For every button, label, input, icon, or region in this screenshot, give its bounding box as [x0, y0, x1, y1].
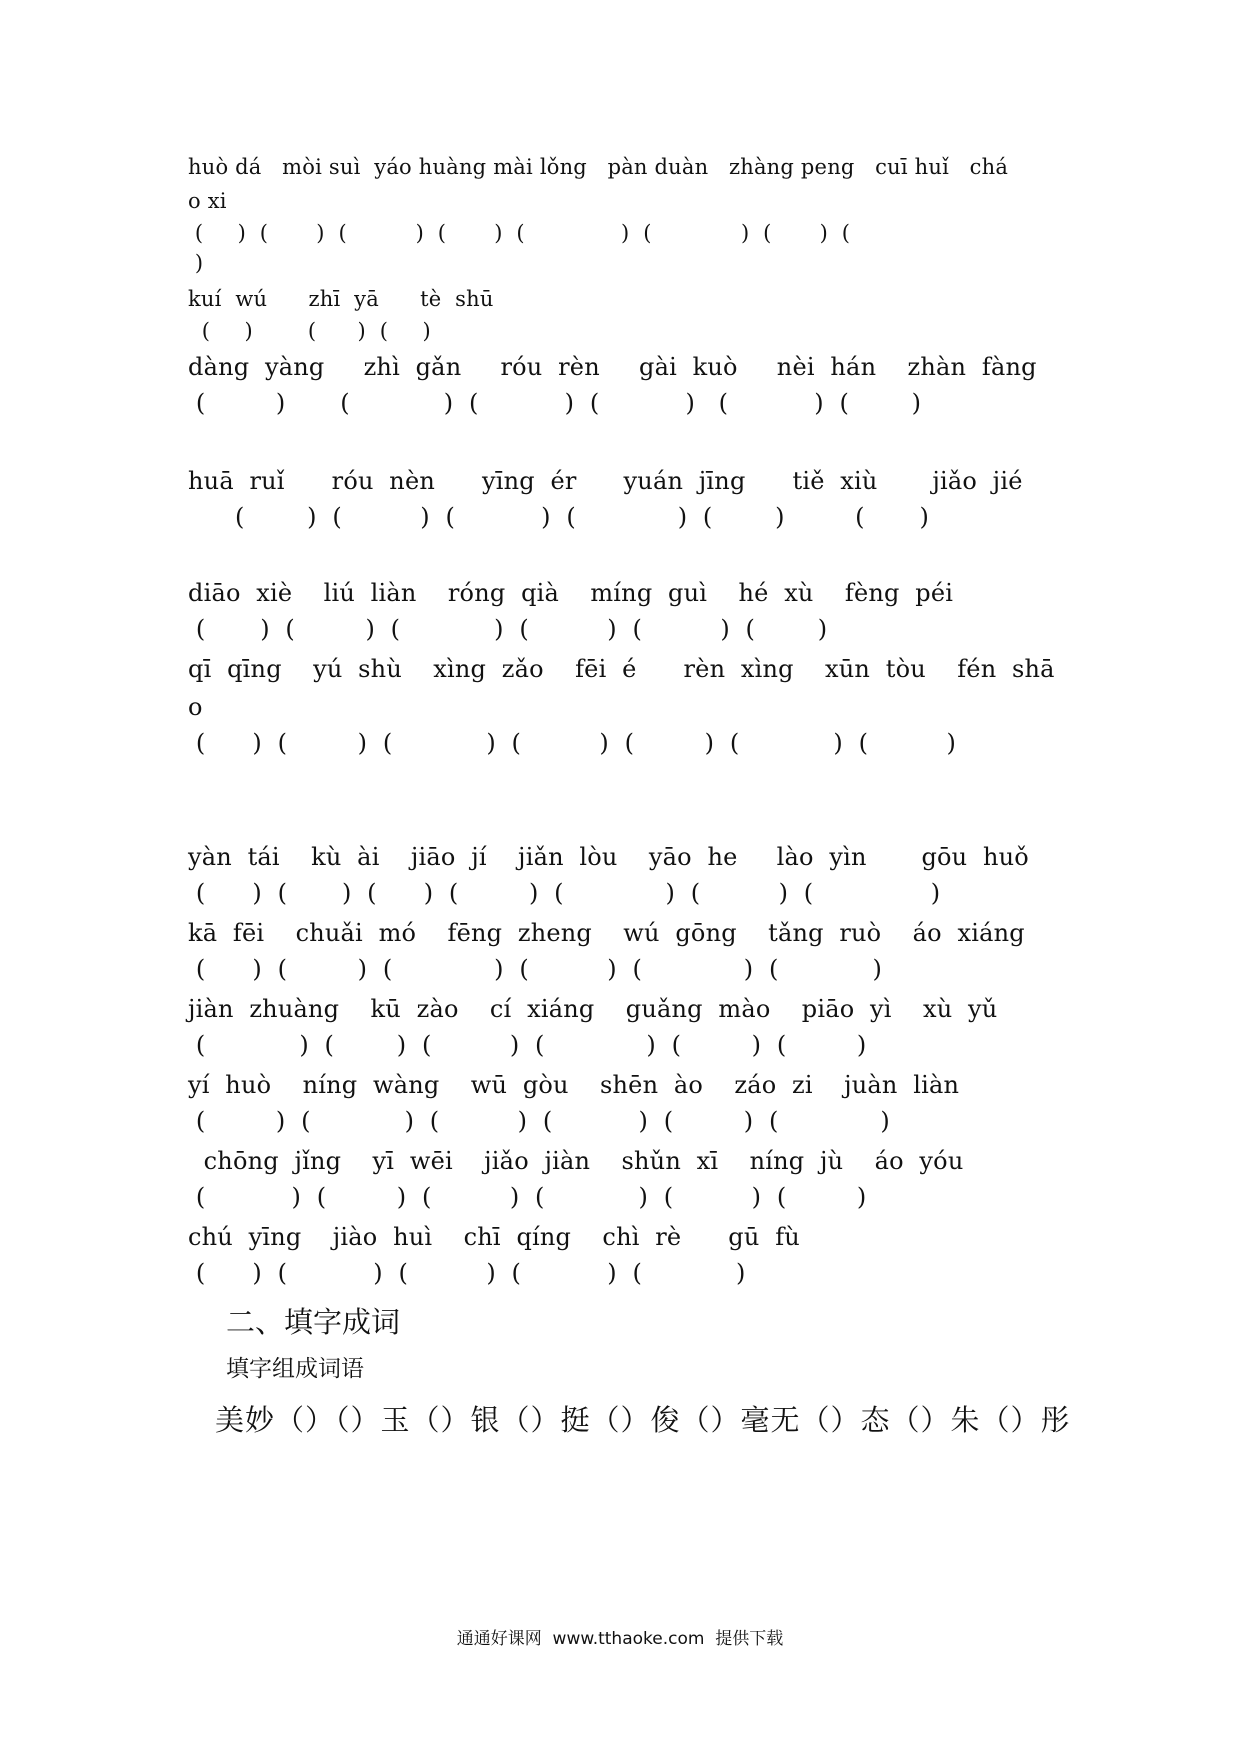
- pinyin-line: chú yīng jiào huì chī qíng chì rè gū fù: [188, 1223, 800, 1251]
- answer-brackets-line: ): [188, 251, 204, 275]
- answer-brackets-line: ( ) ( ) ( ) ( ) ( ) ( ) ( ) (: [188, 221, 851, 245]
- answer-brackets-line: ( ) ( ) ( ) ( ) ( ) ( ): [188, 1183, 867, 1211]
- pinyin-line: chōng jǐng yī wēi jiǎo jiàn shǔn xī níng jù áo yóu: [188, 1147, 964, 1175]
- pinyin-line: o xi: [188, 189, 227, 213]
- pinyin-line: diāo xiè liú liàn róng qià míng guì hé xù fèng péi: [188, 579, 954, 607]
- pinyin-line: kuí wú zhī yā tè shū: [188, 287, 494, 311]
- pinyin-line: kā fēi chuǎi mó fēng zheng wú gōng tǎng ruò áo xiáng: [188, 919, 1025, 947]
- pinyin-line: yí huò níng wàng wū gòu shēn ào záo zi juàn liàn: [188, 1071, 960, 1099]
- answer-brackets-line: ( ) ( ) ( ) ( ) ( ) ( ) ( ): [188, 879, 941, 907]
- pinyin-line: huò dá mòi suì yáo huàng mài lǒng pàn duàn zhàng peng cuī huǐ chá: [188, 155, 1009, 179]
- answer-brackets-line: ( ) ( ) ( ) ( ) ( ) ( ): [188, 389, 922, 417]
- footer-credit: 通通好课网 www.tthaoke.com 提供下载: [456, 1629, 784, 1649]
- pinyin-line: o: [188, 693, 203, 721]
- section-heading: 二、填字成词: [226, 1305, 401, 1339]
- answer-brackets-line: ( ) ( ) ( ) ( ) ( ) ( ): [188, 615, 828, 643]
- answer-brackets-line: ( ) ( ) ( ) ( ) ( ) ( ): [188, 1031, 867, 1059]
- fill-in-words-line: 美妙（）（）玉（）银（）挺（）俊（）毫无（）态（）朱（）彤: [215, 1403, 1071, 1437]
- answer-brackets-line: ( ) ( ) ( ) ( ) ( ) ( ) ( ): [188, 729, 957, 757]
- pinyin-line: qī qīng yú shù xìng zǎo fēi é rèn xìng xūn tòu fén shā: [188, 655, 1055, 683]
- pinyin-line: yàn tái kù ài jiāo jí jiǎn lòu yāo he lào yìn gōu huǒ: [188, 843, 1029, 871]
- answer-brackets-line: ( ) ( ) ( ) ( ) ( ) ( ): [188, 1107, 890, 1135]
- answer-brackets-line: ( ) ( ) ( ) ( ) ( ) ( ): [188, 955, 883, 983]
- pinyin-line: dàng yàng zhì gǎn róu rèn gài kuò nèi hán zhàn fàng: [188, 353, 1037, 381]
- answer-brackets-line: ( ) ( ) ( ) ( ) ( ): [188, 1259, 746, 1287]
- pinyin-line: huā ruǐ róu nèn yīng ér yuán jīng tiě xiù jiǎo jié: [188, 467, 1023, 495]
- answer-brackets-line: ( ) ( ) ( ): [188, 319, 431, 343]
- answer-brackets-line: ( ) ( ) ( ) ( ) ( ) ( ): [188, 503, 930, 531]
- section-subheading: 填字组成词语: [226, 1356, 364, 1382]
- pinyin-line: jiàn zhuàng kū zào cí xiáng guǎng mào piāo yì xù yǔ: [188, 995, 998, 1023]
